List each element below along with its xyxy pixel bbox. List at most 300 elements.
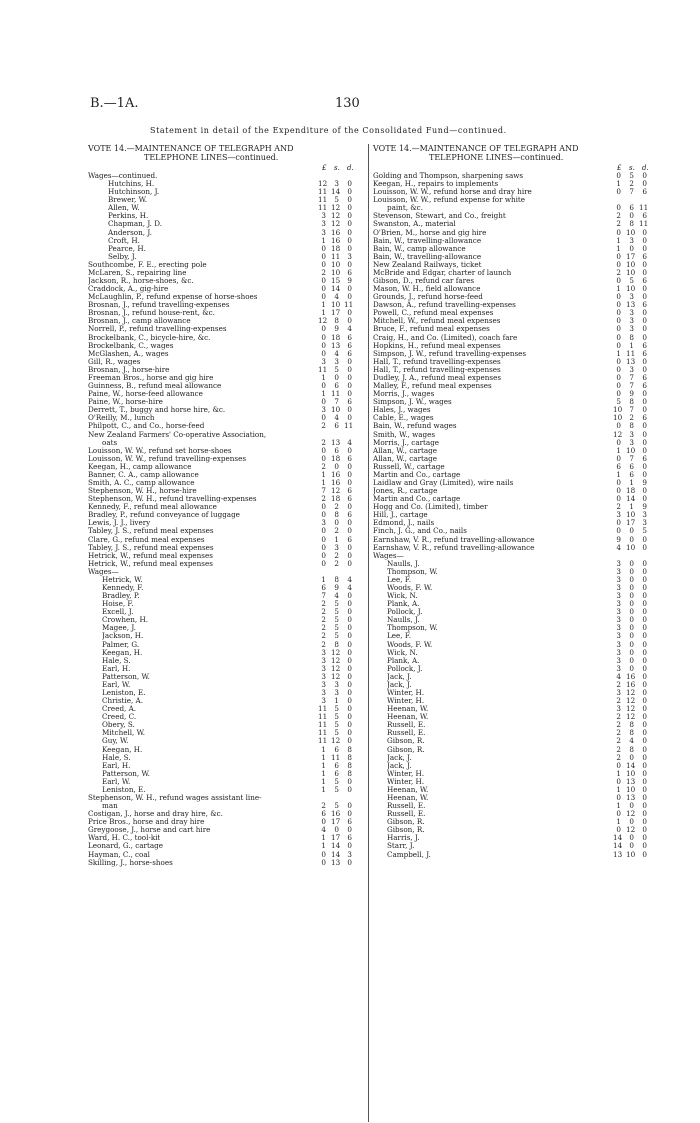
pence-amount: 0 — [642, 631, 647, 641]
shillings-amount: 6 — [334, 445, 339, 455]
payee-description: Morris, J., cartage — [373, 438, 440, 447]
expenditure-row — [373, 697, 651, 705]
pounds-amount: 3 — [616, 663, 621, 673]
pounds-amount: 3 — [616, 623, 621, 633]
pounds-amount: 0 — [616, 437, 621, 447]
pence-amount: 0 — [347, 599, 352, 609]
expenditure-row — [88, 422, 366, 430]
pounds-amount: 0 — [616, 486, 621, 496]
pounds-amount: 3 — [321, 647, 326, 657]
expenditure-row — [373, 568, 651, 576]
pounds-amount: 3 — [616, 566, 621, 576]
payee-description: Hale, S. — [102, 656, 131, 665]
payee-description: Leniston, E. — [102, 785, 146, 794]
payee-description: Crowhen, H. — [102, 616, 149, 625]
pounds-amount: 0 — [616, 356, 621, 366]
pounds-amount: 3 — [321, 356, 326, 366]
left-entries — [88, 172, 366, 867]
pence-amount: 6 — [347, 486, 352, 496]
shillings-amount: 0 — [629, 801, 634, 811]
vote-title-line1: VOTE 14.—MAINTENANCE OF TELEGRAPH AND — [373, 144, 579, 153]
pounds-amount: 2 — [616, 211, 621, 221]
shillings-amount: 10 — [331, 267, 341, 277]
expenditure-row — [373, 527, 651, 535]
shillings-amount: 16 — [331, 227, 341, 237]
pence-amount: 6 — [347, 494, 352, 504]
pence-amount: 0 — [642, 284, 647, 294]
pence-amount: 0 — [347, 284, 352, 294]
payee-description: Allen, W. — [108, 204, 140, 213]
expenditure-row — [373, 463, 651, 471]
pounds-amount: 2 — [616, 502, 621, 512]
shillings-amount: 16 — [331, 477, 341, 487]
shillings-amount: 5 — [334, 801, 339, 811]
shillings-amount: 10 — [626, 768, 636, 778]
pounds-amount: 1 — [321, 389, 326, 399]
pounds-amount: 4 — [616, 671, 621, 681]
shillings-amount: 17 — [626, 518, 636, 528]
payee-description: Woods, F. W. — [387, 583, 433, 592]
payee-description: New Zealand Farmers' Co-operative Association, — [88, 430, 267, 439]
pounds-amount: 10 — [613, 413, 623, 423]
vote-heading-right — [373, 144, 651, 164]
payee-description: Hogg and Co. (Limited), timber — [373, 503, 488, 512]
shillings-amount: 3 — [629, 364, 634, 374]
payee-description: Norrell, P., refund travelling-expenses — [88, 325, 227, 334]
pence-amount: 0 — [642, 752, 647, 762]
pounds-amount: 1 — [321, 235, 326, 245]
shillings-amount: 5 — [334, 704, 339, 714]
expenditure-row — [373, 245, 651, 253]
pounds-amount: 7 — [321, 591, 326, 601]
expenditure-row — [373, 802, 651, 810]
payee-description: Gibson, R. — [387, 818, 425, 827]
shillings-amount: 17 — [331, 833, 341, 843]
payee-description: New Zealand Railways, ticket — [373, 260, 482, 269]
pence-amount: 0 — [642, 671, 647, 681]
pence-amount: 0 — [347, 461, 352, 471]
payee-description: Palmer, G. — [102, 640, 140, 649]
shillings-amount: 0 — [629, 639, 634, 649]
expenditure-row — [373, 778, 651, 786]
pence-amount: 6 — [347, 397, 352, 407]
pounds-amount: 1 — [321, 469, 326, 479]
expenditure-row — [373, 406, 651, 414]
payee-description: Costigan, J., horse and dray hire, &c. — [88, 810, 223, 819]
payee-description: Bradley, P. — [102, 592, 140, 601]
payee-description: Bain, W., travelling-allowance — [373, 236, 482, 245]
shillings-amount: 12 — [331, 671, 341, 681]
pounds-amount: 11 — [318, 736, 328, 746]
payee-description: Malley, F., refund meal expenses — [373, 382, 492, 391]
shillings-amount: 18 — [331, 494, 341, 504]
shillings-amount: 5 — [334, 720, 339, 730]
pence-amount: 0 — [642, 825, 647, 835]
expenditure-row — [373, 592, 651, 600]
pence-amount: 0 — [642, 696, 647, 706]
expenditure-row — [373, 511, 651, 519]
payee-description: Gibson, R. — [387, 737, 425, 746]
pence-amount: 0 — [347, 607, 352, 617]
shillings-amount: 8 — [629, 728, 634, 738]
left-column — [88, 144, 366, 867]
pence-amount: 3 — [347, 849, 352, 859]
payee-description: Louisson, W. W., refund horse and dray hire — [373, 188, 532, 197]
expenditure-row — [88, 560, 366, 568]
payee-description: Wages— — [88, 567, 119, 576]
pounds-amount: 5 — [616, 397, 621, 407]
shillings-amount: 3 — [334, 356, 339, 366]
payee-description: Greygoose, J., horse and cart hire — [88, 826, 211, 835]
shillings-amount: 6 — [629, 203, 634, 213]
pounds-amount: 0 — [616, 825, 621, 835]
pounds-amount: 0 — [616, 389, 621, 399]
pounds-amount: 2 — [616, 696, 621, 706]
shillings-amount: 0 — [629, 752, 634, 762]
payee-description: Thompson, W. — [387, 624, 438, 633]
pounds-amount: 14 — [613, 841, 623, 851]
pence-amount: 0 — [642, 688, 647, 697]
shillings-amount: 0 — [629, 599, 634, 609]
shillings-amount: 13 — [331, 340, 341, 350]
payee-description: Simpson, J. W., refund travelling-expenses — [373, 349, 527, 358]
shillings-amount: 12 — [331, 486, 341, 496]
shillings-amount: 3 — [629, 429, 634, 439]
pence-amount: 6 — [642, 187, 647, 197]
pounds-amount: 3 — [321, 696, 326, 706]
expenditure-row — [373, 196, 651, 204]
pounds-amount: 3 — [616, 639, 621, 649]
pence-amount: 0 — [642, 494, 647, 504]
shillings-amount: 8 — [334, 574, 339, 584]
pounds-amount: 0 — [616, 809, 621, 819]
payee-description: Leniston, E. — [102, 689, 146, 697]
shillings-amount: 13 — [626, 793, 636, 803]
payee-description: Lee, F. — [387, 575, 411, 584]
pence-amount: 0 — [347, 316, 352, 326]
expenditure-row — [373, 237, 651, 245]
expenditure-row — [373, 172, 651, 180]
payee-description: Stephenson, W. H., refund wages assistant line- — [88, 794, 262, 803]
shillings-amount: 8 — [629, 744, 634, 754]
shillings-amount: 14 — [626, 760, 636, 770]
pounds-amount: 3 — [321, 227, 326, 237]
payee-description: Ward, H. C., tool-kit — [88, 834, 161, 843]
payee-description: Brosnan, J., refund travelling-expenses — [88, 301, 230, 310]
expenditure-row — [373, 253, 651, 261]
payee-description: Swanston, A., material — [373, 220, 456, 229]
pounds-amount: 3 — [321, 518, 326, 528]
expenditure-row — [373, 746, 651, 754]
pounds-amount: 3 — [321, 663, 326, 673]
payee-description: Wages—continued. — [88, 172, 158, 180]
payee-description: Earl, W. — [102, 680, 131, 689]
shillings-amount: 2 — [334, 502, 339, 512]
expenditure-row — [373, 479, 651, 487]
payee-description: Pollock, J. — [387, 664, 423, 673]
pounds-amount: 1 — [321, 744, 326, 754]
pounds-amount: 11 — [318, 704, 328, 714]
pence-amount: 9 — [642, 502, 647, 512]
pounds-amount: 3 — [616, 631, 621, 641]
payee-description: Banner, C. A., camp allowance — [88, 470, 199, 479]
shillings-amount: 0 — [629, 211, 634, 221]
expenditure-row — [373, 552, 651, 560]
expenditure-row — [373, 447, 651, 455]
pounds-amount: 0 — [321, 534, 326, 544]
pounds-amount: 0 — [616, 332, 621, 342]
expenditure-row — [88, 786, 366, 794]
pence-amount: 0 — [642, 566, 647, 576]
pounds-amount: 1 — [321, 768, 326, 778]
shillings-amount: 2 — [334, 550, 339, 560]
pounds-amount: 3 — [321, 679, 326, 689]
shillings-amount: 10 — [626, 267, 636, 277]
expenditure-row — [373, 358, 651, 366]
page-number: 130 — [335, 96, 360, 111]
payee-description: Craig, H., and Co. (Limited), coach fare — [373, 333, 518, 342]
payee-description: Gibson, R. — [387, 826, 425, 835]
pence-amount: 6 — [642, 251, 647, 261]
pounds-amount: 0 — [616, 308, 621, 318]
pounds-amount: 0 — [616, 276, 621, 286]
shillings-amount: 0 — [629, 243, 634, 253]
shillings-amount: 4 — [334, 591, 339, 601]
payee-description: Laidlaw and Gray (Limited), wire nails — [373, 478, 514, 487]
pence-amount: 0 — [347, 179, 352, 189]
shillings-amount: 7 — [629, 453, 634, 463]
pence-amount: 6 — [642, 340, 647, 350]
shillings-amount: 10 — [331, 259, 341, 269]
expenditure-row — [373, 536, 651, 544]
shillings-amount: 0 — [334, 372, 339, 382]
payee-description: Perkins, H. — [108, 212, 149, 221]
expenditure-row — [373, 366, 651, 374]
pounds-amount: 3 — [321, 671, 326, 681]
expenditure-row — [373, 721, 651, 729]
pence-amount: 0 — [347, 413, 352, 423]
pence-amount: 6 — [642, 300, 647, 310]
pounds-amount: 2 — [616, 752, 621, 762]
shillings-amount: 0 — [629, 663, 634, 673]
payee-description: Patterson, W. — [102, 769, 150, 778]
shillings-amount: 16 — [626, 679, 636, 689]
pounds-amount: 1 — [321, 776, 326, 786]
pence-amount: 0 — [347, 728, 352, 738]
pounds-amount: 2 — [321, 607, 326, 617]
shillings-amount: 3 — [629, 437, 634, 447]
pence-amount: 0 — [642, 227, 647, 237]
pounds-amount: 7 — [321, 486, 326, 496]
pence-amount: 4 — [347, 437, 352, 447]
expenditure-row — [373, 737, 651, 745]
expenditure-row — [373, 503, 651, 511]
pence-heading: d. — [642, 164, 649, 172]
pounds-amount: 3 — [321, 688, 326, 697]
payee-description: Louisson, W. W., refund travelling-expenses — [88, 454, 247, 463]
pounds-amount: 1 — [616, 469, 621, 479]
payee-description: Stephenson, W. H., refund travelling-expenses — [88, 495, 257, 504]
payee-description: Selby, J. — [108, 252, 137, 261]
payee-description: Louisson, W. W., refund expense for white — [373, 196, 526, 205]
shillings-heading: s. — [629, 164, 635, 172]
shillings-amount: 1 — [334, 696, 339, 706]
pence-amount: 0 — [347, 502, 352, 512]
pounds-amount: 1 — [321, 308, 326, 318]
pence-amount: 0 — [642, 469, 647, 479]
expenditure-row — [373, 616, 651, 624]
pence-amount: 0 — [642, 429, 647, 439]
expenditure-row — [373, 382, 651, 390]
payee-description: Martin and Co., cartage — [373, 470, 461, 479]
expenditure-row — [373, 818, 651, 826]
pounds-amount: 1 — [321, 784, 326, 794]
payee-description: Golding and Thompson, sharpening saws — [373, 172, 524, 180]
expenditure-row — [373, 754, 651, 762]
pounds-amount: 3 — [616, 647, 621, 657]
shillings-amount: 8 — [629, 219, 634, 229]
payee-description: Chapman, J. D. — [108, 220, 162, 229]
pence-amount: 6 — [347, 510, 352, 520]
shillings-amount: 10 — [626, 284, 636, 294]
shillings-amount: 10 — [626, 445, 636, 455]
pence-amount: 0 — [347, 550, 352, 560]
shillings-amount: 0 — [629, 566, 634, 576]
payee-description: Hall, T., refund travelling-expenses — [373, 357, 501, 366]
payee-description: man — [102, 802, 118, 811]
pence-amount: 0 — [347, 857, 352, 867]
pounds-amount: 0 — [616, 518, 621, 528]
pounds-amount: 0 — [616, 316, 621, 326]
pence-amount: 0 — [347, 639, 352, 649]
expenditure-row — [373, 657, 651, 665]
expenditure-row — [373, 689, 651, 697]
payee-description: Louisson, W. W., refund set horse-shoes — [88, 446, 232, 455]
shillings-amount: 9 — [334, 582, 339, 592]
shillings-amount: 0 — [629, 526, 634, 536]
expenditure-row — [373, 834, 651, 842]
pounds-amount: 0 — [616, 251, 621, 261]
payee-description: Jackson, R., horse-shoes, &c. — [88, 277, 194, 286]
pence-amount: 3 — [642, 518, 647, 528]
payee-description: Hutchins, H. — [108, 180, 155, 189]
pounds-amount: 3 — [616, 582, 621, 592]
pounds-amount: 3 — [616, 704, 621, 714]
payee-description: Wick, N. — [387, 592, 418, 601]
pounds-amount: 0 — [321, 381, 326, 391]
payee-description: Guinness, B., refund meal allowance — [88, 382, 222, 391]
expenditure-row — [373, 576, 651, 584]
pence-amount: 0 — [642, 679, 647, 689]
pence-amount: 0 — [347, 776, 352, 786]
pounds-amount: 2 — [616, 736, 621, 746]
pounds-amount: 0 — [321, 526, 326, 536]
pounds-amount: 12 — [613, 429, 623, 439]
pence-amount: 0 — [642, 421, 647, 431]
expenditure-row — [373, 398, 651, 406]
expenditure-row — [373, 632, 651, 640]
pounds-amount: 6 — [321, 582, 326, 592]
payee-description: Leonard, G., cartage — [88, 842, 163, 851]
pence-amount: 0 — [347, 389, 352, 399]
vote-title-line1: VOTE 14.—MAINTENANCE OF TELEGRAPH AND — [88, 144, 294, 153]
shillings-amount: 0 — [629, 841, 634, 851]
pounds-amount: 0 — [321, 510, 326, 520]
expenditure-row — [373, 261, 651, 269]
payee-description: Hall, T., refund travelling-expenses — [373, 365, 501, 374]
pounds-amount: 11 — [318, 720, 328, 730]
shillings-amount: 10 — [626, 227, 636, 237]
payee-description: Creed, A. — [102, 705, 137, 714]
expenditure-row — [373, 705, 651, 713]
payee-description: Winter, H. — [387, 777, 425, 786]
pounds-amount: 2 — [616, 712, 621, 722]
right-column — [373, 144, 651, 859]
expenditure-row — [373, 665, 651, 673]
pence-amount: 0 — [642, 704, 647, 714]
pence-amount: 0 — [642, 364, 647, 374]
payee-description: Jack, J. — [387, 753, 412, 762]
pence-heading: d. — [347, 164, 354, 172]
pence-amount: 0 — [347, 227, 352, 237]
payee-description: Jackson, H. — [102, 632, 144, 641]
pounds-amount: 1 — [616, 348, 621, 358]
shillings-amount: 8 — [629, 421, 634, 431]
payee-description: oats — [102, 438, 118, 447]
shillings-amount: 4 — [334, 348, 339, 358]
pounds-amount: 0 — [321, 558, 326, 568]
pounds-amount: 1 — [616, 235, 621, 245]
payee-description: Plank, A. — [387, 656, 420, 665]
pounds-amount: 1 — [616, 445, 621, 455]
column-divider — [368, 144, 369, 1122]
pence-amount: 0 — [642, 655, 647, 665]
pence-amount: 6 — [347, 332, 352, 342]
payee-description: Hetrick, W., refund meal expenses — [88, 559, 213, 568]
pounds-amount: 1 — [321, 752, 326, 762]
expenditure-row — [373, 309, 651, 317]
pence-amount: 0 — [642, 486, 647, 496]
pence-amount: 0 — [642, 235, 647, 245]
pence-amount: 3 — [347, 251, 352, 261]
payee-description: Freeman Bros., horse and gig hire — [88, 373, 214, 382]
vote-title-line2: TELEPHONE LINES—continued. — [429, 153, 564, 162]
shillings-amount: 10 — [331, 300, 341, 310]
shillings-amount: 3 — [334, 179, 339, 189]
pounds-amount: 2 — [321, 615, 326, 625]
shillings-amount: 0 — [629, 623, 634, 633]
pence-amount: 0 — [347, 477, 352, 487]
payee-description: Tabley, J. S., refund meal expenses — [88, 527, 214, 536]
vote-heading-left — [88, 144, 366, 164]
shillings-amount: 16 — [331, 235, 341, 245]
expenditure-row — [373, 374, 651, 382]
payee-description: Starr, J. — [387, 842, 415, 851]
payee-description: Tabley, J. S., refund meal expenses — [88, 543, 214, 552]
pounds-amount: 12 — [318, 316, 328, 326]
payee-description: McLaren, S., repairing line — [88, 268, 187, 277]
payee-description: Mitchell, W., refund meal expenses — [373, 317, 501, 326]
statement-subtitle: Statement in detail of the Expenditure of the Consolidated Fund—continued. — [150, 126, 507, 135]
pounds-amount: 11 — [318, 712, 328, 722]
pounds-amount: 2 — [321, 267, 326, 277]
pence-amount: 0 — [642, 405, 647, 415]
shillings-amount: 12 — [331, 647, 341, 657]
shillings-amount: 6 — [629, 469, 634, 479]
shillings-amount: 12 — [331, 663, 341, 673]
expenditure-row — [373, 471, 651, 479]
shillings-amount: 18 — [331, 332, 341, 342]
